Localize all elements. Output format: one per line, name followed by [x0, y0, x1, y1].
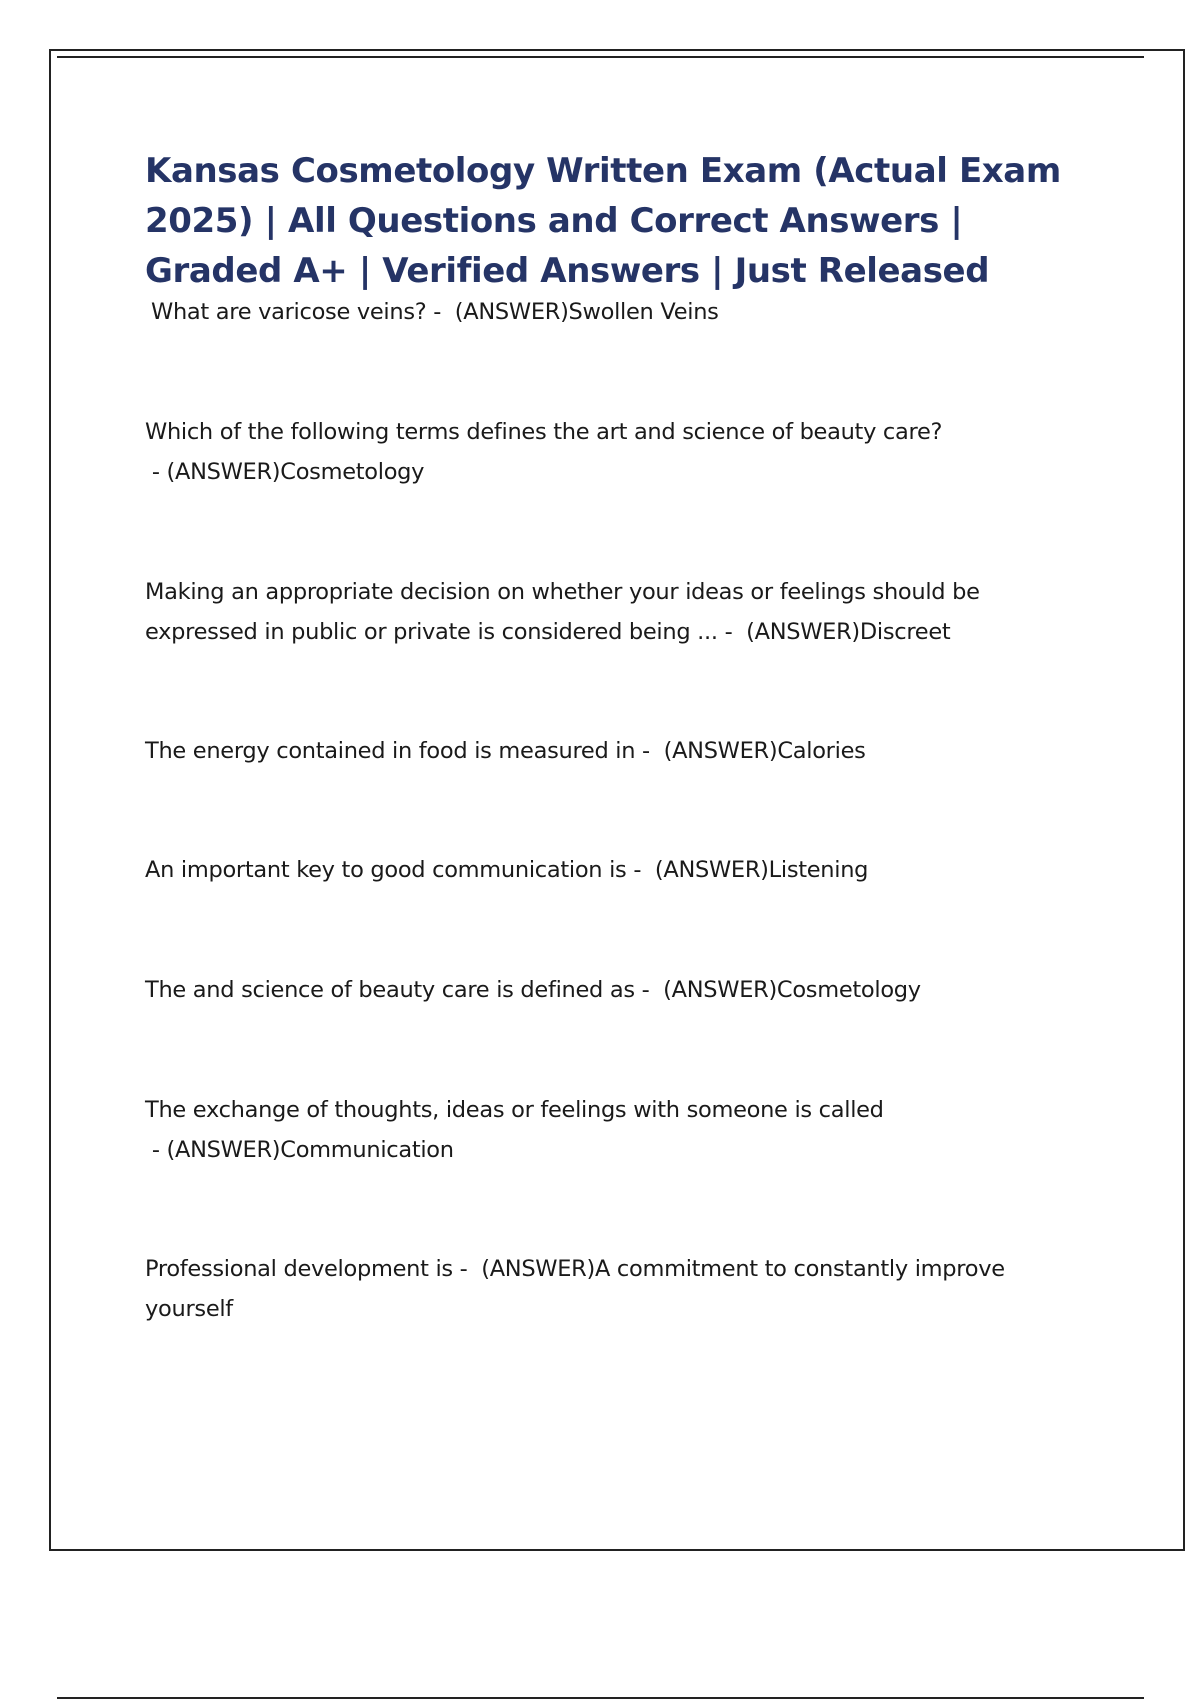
qa-item-2: Which of the following terms defines the art and science of beauty care? - (ANSWER)Cosmetology: [145, 419, 943, 485]
question-text: What are varicose veins?: [151, 299, 427, 325]
answer-text: (ANSWER)Cosmetology: [166, 459, 425, 485]
qa-item-8: Professional development is - (ANSWER)A commitment to constantly improve yourself: [145, 1256, 1005, 1322]
question-text: The exchange of thoughts, ideas or feelings with someone is called: [145, 1097, 884, 1123]
qa-item-1: What are varicose veins? - (ANSWER)Swollen Veins: [151, 299, 719, 325]
answer-text: (ANSWER)Cosmetology: [663, 977, 921, 1003]
question-text: The and science of beauty care is defined as: [145, 977, 635, 1003]
question-text: Making an appropriate decision on whether your ideas or feelings should be expressed in public or private is considered being ...: [145, 579, 980, 645]
page-title: Kansas Cosmetology Written Exam (Actual Exam 2025) | All Questions and Correct Answers | Graded A+ | Verified Answers | Just Released: [145, 151, 1061, 291]
question-text: An important key to good communication is: [145, 857, 627, 883]
question-text: Professional development is: [145, 1256, 453, 1282]
answer-text: (ANSWER)Communication: [166, 1137, 454, 1163]
answer-text: (ANSWER)A commitment to constantly improve yourself: [145, 1256, 1005, 1322]
answer-text: (ANSWER)Discreet: [746, 619, 951, 645]
question-text: Which of the following terms defines the art and science of beauty care?: [145, 419, 943, 445]
bottom-rule: [57, 1697, 1144, 1699]
qa-item-5: An important key to good communication is - (ANSWER)Listening: [145, 857, 869, 883]
qa-item-3: Making an appropriate decision on whether your ideas or feelings should be expressed in public or private is considered being ... - (ANSWER)Discreet: [145, 579, 980, 645]
answer-text: (ANSWER)Swollen Veins: [454, 299, 719, 325]
qa-item-7: The exchange of thoughts, ideas or feelings with someone is called - (ANSWER)Communication: [145, 1097, 884, 1163]
question-text: The energy contained in food is measured in: [145, 738, 636, 764]
qa-item-4: The energy contained in food is measured in - (ANSWER)Calories: [145, 738, 866, 764]
qa-item-6: The and science of beauty care is defined as - (ANSWER)Cosmetology: [145, 977, 921, 1003]
answer-text: (ANSWER)Listening: [654, 857, 869, 883]
answer-text: (ANSWER)Calories: [663, 738, 866, 764]
